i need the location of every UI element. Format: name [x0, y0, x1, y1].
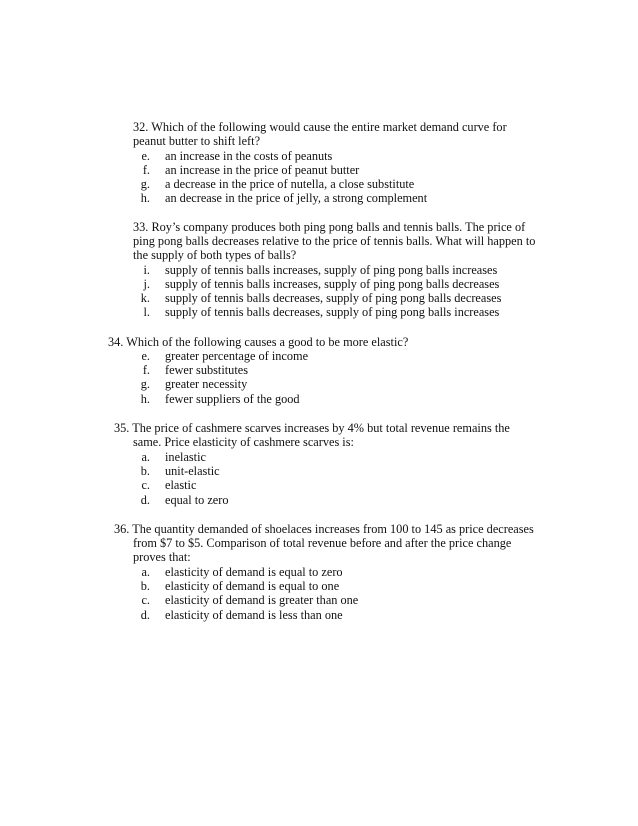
option-letter: c. [141, 593, 150, 607]
question-35-option-c [130, 478, 197, 492]
question-35-line-2: same. Price elasticity of cashmere scarves is: [133, 435, 354, 449]
question-35-line-1: 35. The price of cashmere scarves increases by 4% but total revenue remains the [114, 421, 510, 435]
question-36-option-d [130, 608, 343, 622]
option-text: elasticity of demand is greater than one [165, 593, 359, 607]
question-32-option-e [130, 149, 333, 163]
question-33-option-l [130, 305, 500, 319]
option-letter: a. [141, 565, 150, 579]
question-36-line-3: proves that: [133, 550, 191, 564]
question-34-option-g [130, 377, 248, 391]
option-text: supply of tennis balls decreases, supply of ping pong balls increases [165, 305, 500, 319]
option-letter: d. [140, 493, 150, 507]
question-34-option-h [130, 392, 300, 406]
question-32-option-g [130, 177, 415, 191]
question-33-option-k [130, 291, 502, 305]
option-text: supply of tennis balls increases, supply of ping pong balls decreases [165, 277, 500, 291]
option-text: an decrease in the price of jelly, a strong complement [165, 191, 428, 205]
option-text: an increase in the price of peanut butter [165, 163, 360, 177]
question-35-option-a [130, 450, 206, 464]
question-32-option-h [130, 191, 428, 205]
question-36-line-2: from $7 to $5. Comparison of total revenue before and after the price change [133, 536, 512, 550]
option-letter: h. [140, 191, 150, 205]
option-text: fewer substitutes [165, 363, 248, 377]
option-letter: d. [140, 608, 150, 622]
option-text: equal to zero [165, 493, 229, 507]
question-36-option-c [130, 593, 359, 607]
question-33-option-i [130, 263, 498, 277]
option-text: unit-elastic [165, 464, 220, 478]
question-33-option-j [130, 277, 500, 291]
option-letter: j. [143, 277, 150, 291]
option-letter: g. [140, 177, 150, 191]
question-35-option-b [130, 464, 220, 478]
option-text: inelastic [165, 450, 206, 464]
question-33-line-1: 33. Roy’s company produces both ping pong balls and tennis balls. The price of [133, 220, 526, 234]
option-text: elasticity of demand is less than one [165, 608, 343, 622]
question-36-line-1: 36. The quantity demanded of shoelaces increases from 100 to 145 as price decreases [114, 522, 534, 536]
question-32-option-f [130, 163, 360, 177]
option-letter: k. [140, 291, 150, 305]
option-text: supply of tennis balls increases, supply of ping pong balls increases [165, 263, 498, 277]
option-letter: b. [140, 579, 150, 593]
option-text: a decrease in the price of nutella, a close substitute [165, 177, 415, 191]
option-text: elasticity of demand is equal to one [165, 579, 340, 593]
question-33-line-3: the supply of both types of balls? [133, 248, 297, 262]
question-36-option-a [130, 565, 343, 579]
question-34-option-f [130, 363, 248, 377]
option-letter: e. [141, 349, 150, 363]
option-text: greater percentage of income [165, 349, 309, 363]
option-letter: l. [143, 305, 150, 319]
option-letter: a. [141, 450, 150, 464]
question-32-line-1: 32. Which of the following would cause the entire market demand curve for [133, 120, 507, 134]
option-letter: e. [141, 149, 150, 163]
option-letter: c. [141, 478, 150, 492]
option-text: fewer suppliers of the good [165, 392, 300, 406]
option-text: an increase in the costs of peanuts [165, 149, 333, 163]
option-letter: g. [140, 377, 150, 391]
option-letter: b. [140, 464, 150, 478]
option-text: elastic [165, 478, 197, 492]
question-32-line-2: peanut butter to shift left? [133, 134, 261, 148]
question-34-line-1: 34. Which of the following causes a good to be more elastic? [108, 335, 409, 349]
option-letter: i. [143, 263, 150, 277]
option-letter: f. [142, 363, 150, 377]
option-text: greater necessity [165, 377, 248, 391]
option-letter: f. [142, 163, 150, 177]
option-text: elasticity of demand is equal to zero [165, 565, 343, 579]
question-35-option-d [130, 493, 229, 507]
question-36-option-b [130, 579, 340, 593]
option-letter: h. [140, 392, 150, 406]
option-text: supply of tennis balls decreases, supply of ping pong balls decreases [165, 291, 502, 305]
question-34-option-e [130, 349, 309, 363]
question-33-line-2: ping pong balls decreases relative to the price of tennis balls. What will happen to [133, 234, 536, 248]
